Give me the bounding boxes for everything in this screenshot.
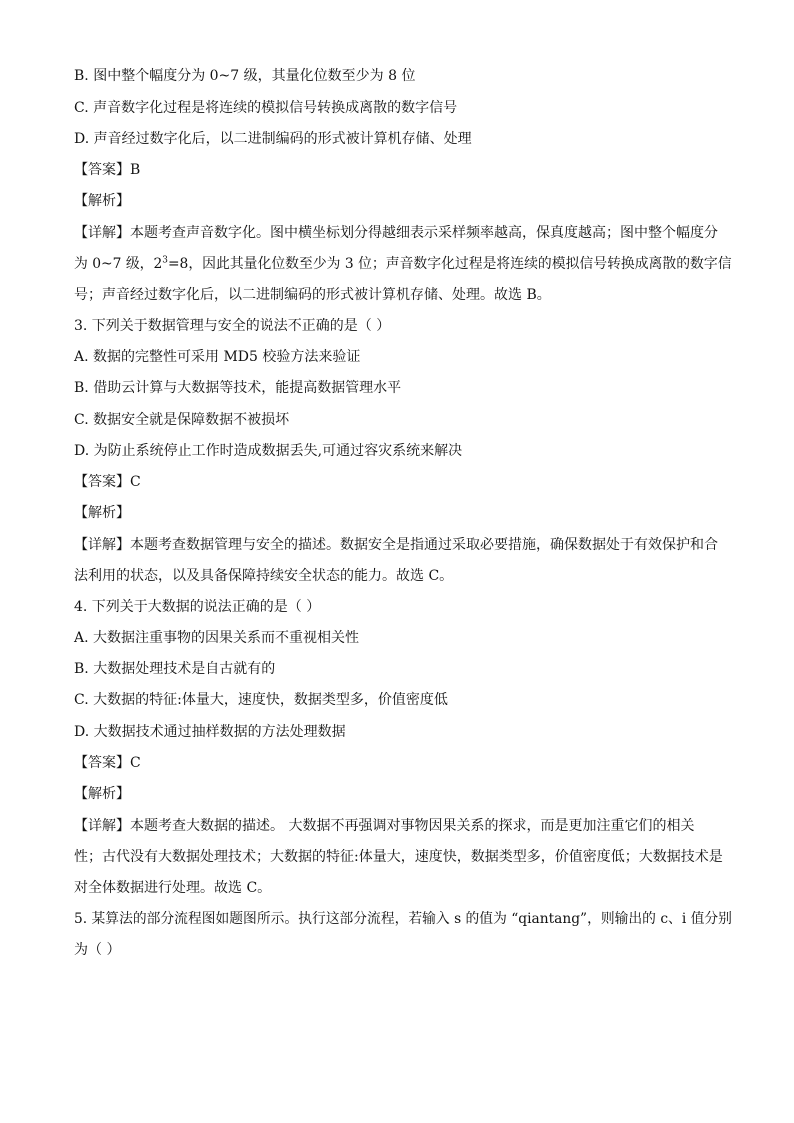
q4-option-c: C. 大数据的特征:体量大，速度快，数据类型多，价值密度低 — [74, 692, 448, 708]
q3-detail-line-2: 法利用的状态，以及具备保障持续安全状态的能力。故选 C。 — [74, 568, 454, 584]
q4-analysis-label: 【解析】 — [74, 786, 130, 802]
q2-analysis-label: 【解析】 — [74, 193, 130, 209]
q3-detail-line-1: 【详解】本题考查数据管理与安全的描述。数据安全是指通过采取必要措施，确保数据处于有效保护和合 — [74, 537, 718, 553]
q3-option-d: D. 为防止系统停止工作时造成数据丢失,可通过容灾系统来解决 — [74, 443, 463, 459]
q3-answer: 【答案】C — [74, 474, 141, 490]
q2-detail-line-1: 【详解】本题考查声音数字化。图中横坐标划分得越细表示采样频率越高，保真度越高；图中整个幅度分 — [74, 225, 718, 241]
q4-detail-line-3: 对全体数据进行处理。故选 C。 — [74, 880, 272, 896]
q3-option-a: A. 数据的完整性可采用 MD5 校验方法来验证 — [74, 349, 361, 365]
q2-option-b: B. 图中整个幅度分为 0~7 级，其量化位数至少为 8 位 — [74, 68, 416, 84]
q4-option-b: B. 大数据处理技术是自古就有的 — [74, 661, 276, 677]
q5-stem-line-1: 5. 某算法的部分流程图如题图所示。执行这部分流程，若输入 s 的值为 “qiantang”，则输出的 c、i 值分别 — [74, 911, 732, 927]
q2-detail-line-2-post: =8，因此其量化位数至少为 3 位；声音数字化过程是将连续的模拟信号转换成离散的数字信 — [167, 256, 732, 272]
q5-stem-line-2: 为（ ） — [74, 942, 121, 958]
q3-option-c: C. 数据安全就是保障数据不被损坏 — [74, 412, 290, 428]
q4-answer: 【答案】C — [74, 755, 141, 771]
q2-detail-line-2 — [74, 254, 732, 274]
q3-option-b: B. 借助云计算与大数据等技术，能提高数据管理水平 — [74, 380, 402, 396]
q4-detail-line-1: 【详解】本题考查大数据的描述。 大数据不再强调对事物因果关系的探求，而是更加注重它们的相关 — [74, 818, 695, 834]
q2-answer: 【答案】B — [74, 162, 141, 178]
q4-option-d: D. 大数据技术通过抽样数据的方法处理数据 — [74, 724, 346, 740]
q4-detail-line-2: 性；古代没有大数据处理技术；大数据的特征:体量大，速度快，数据类型多，价值密度低；大数据技术是 — [74, 849, 723, 865]
q2-detail-exponent: 3 — [162, 255, 168, 266]
q3-analysis-label: 【解析】 — [74, 505, 130, 521]
q4-option-a: A. 大数据注重事物的因果关系而不重视相关性 — [74, 630, 360, 646]
q4-stem: 4. 下列关于大数据的说法正确的是（ ） — [74, 599, 321, 615]
q2-detail-line-3: 号；声音经过数字化后，以二进制编码的形式被计算机存储、处理。故选 B。 — [74, 287, 551, 303]
q3-stem: 3. 下列关于数据管理与安全的说法不正确的是（ ） — [74, 318, 391, 334]
q2-option-c: C. 声音数字化过程是将连续的模拟信号转换成离散的数字信号 — [74, 100, 458, 116]
q2-detail-line-2-pre: 为 0~7 级，2 — [74, 256, 163, 272]
q2-option-d: D. 声音经过数字化后，以二进制编码的形式被计算机存储、处理 — [74, 131, 472, 147]
